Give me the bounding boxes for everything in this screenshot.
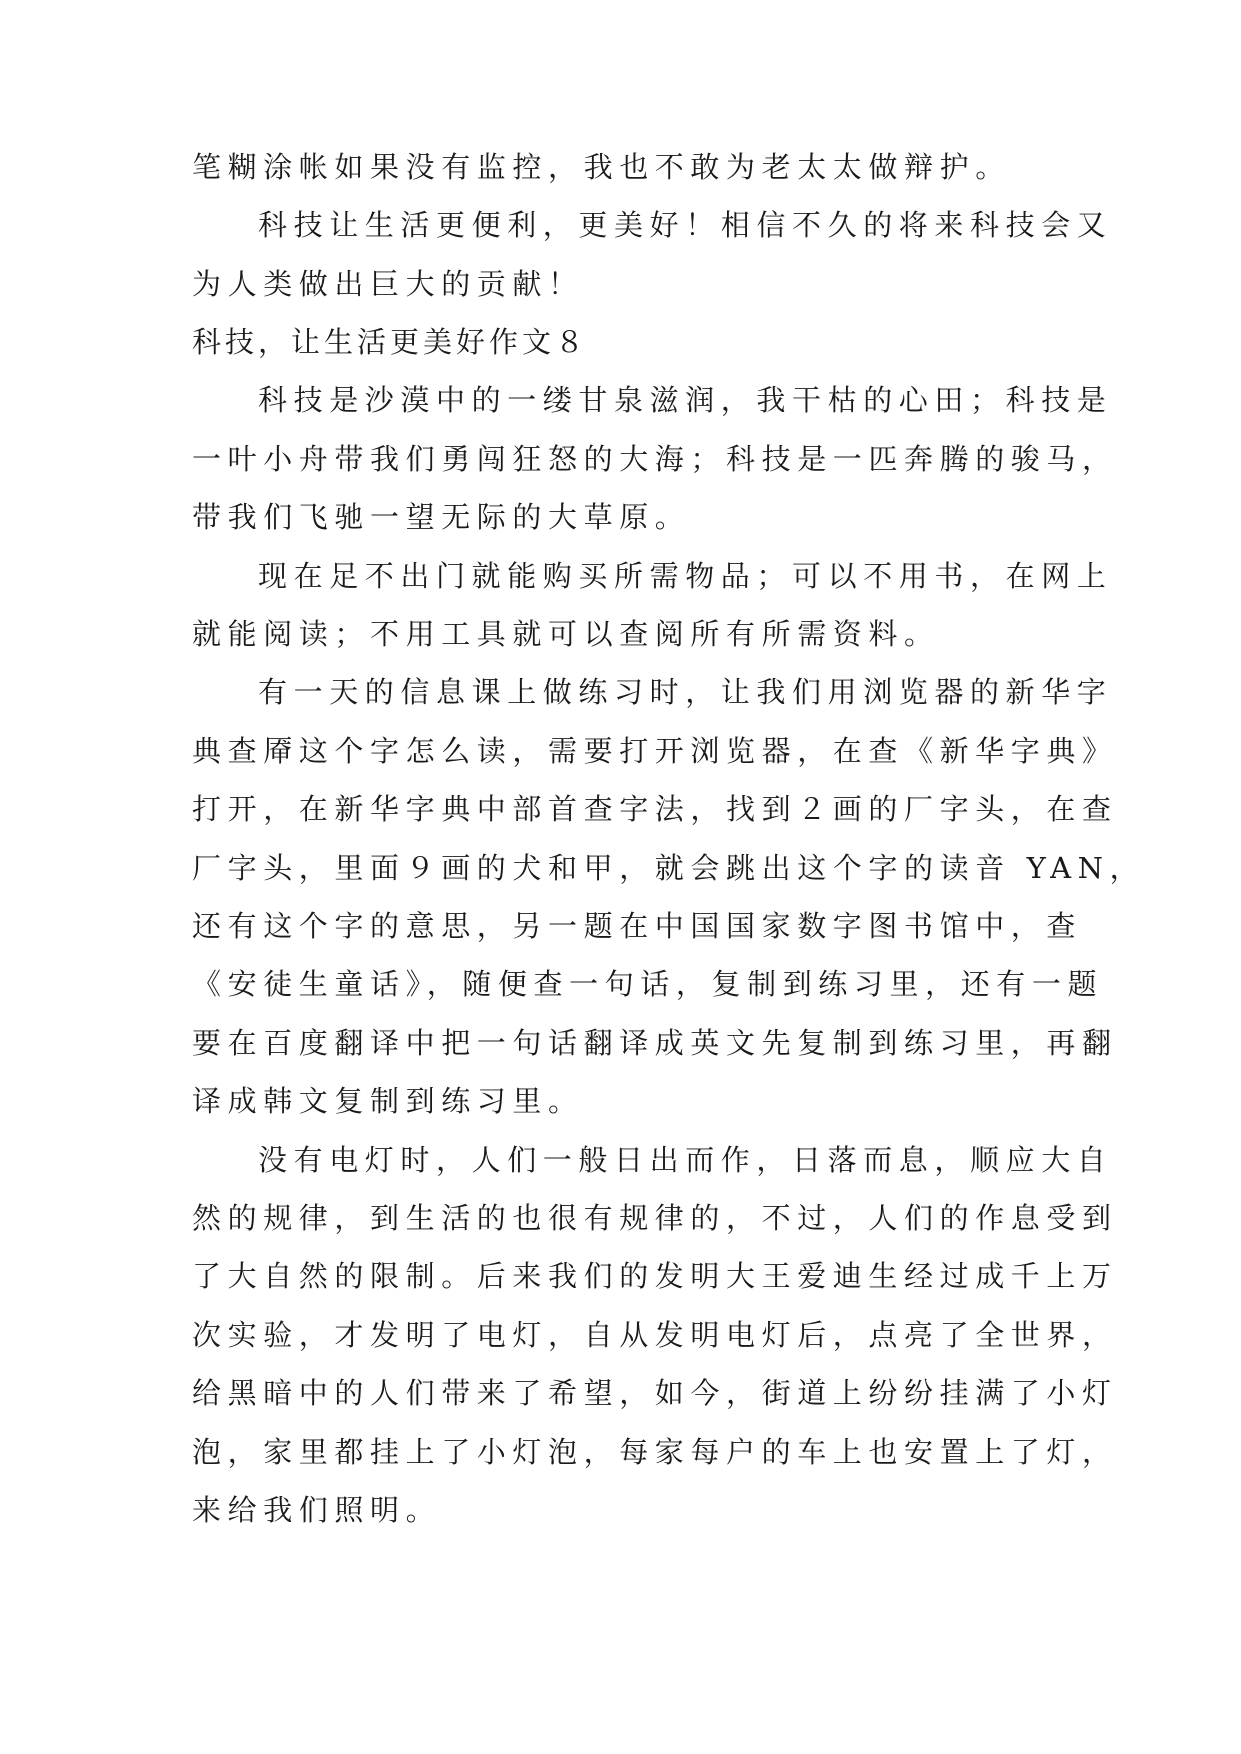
paragraph-first-line: 科技是沙漠中的一缕甘泉滋润，我干枯的心田；科技是 bbox=[258, 383, 1113, 417]
paragraph-first-line: 有一天的信息课上做练习时，让我们用浏览器的新华字 bbox=[258, 675, 1113, 709]
text-line: 要在百度翻译中把一句话翻译成英文先复制到练习里，再翻 bbox=[192, 1026, 1118, 1060]
paragraph-first-line: 科技让生活更便利，更美好！相信不久的将来科技会又 bbox=[258, 208, 1113, 242]
text-line: 为人类做出巨大的贡献！ bbox=[192, 267, 584, 301]
text-line: 《安徒生童话》，随便查一句话，复制到练习里，还有一题 bbox=[192, 967, 1104, 1001]
text-line: 来给我们照明。 bbox=[192, 1493, 442, 1527]
text-line: 就能阅读；不用工具就可以查阅所有所需资料。 bbox=[192, 617, 940, 651]
text-line: 打开，在新华字典中部首查字法，找到２画的厂字头，在查 bbox=[192, 792, 1118, 826]
text-line: 次实验，才发明了电灯，自从发明电灯后，点亮了全世界， bbox=[192, 1318, 1118, 1352]
paragraph-first-line: 没有电灯时，人们一般日出而作，日落而息，顺应大自 bbox=[258, 1143, 1113, 1177]
paragraph-first-line: 现在足不出门就能购买所需物品；可以不用书，在网上 bbox=[258, 559, 1113, 593]
text-line: 笔糊涂帐如果没有监控，我也不敢为老太太做辩护。 bbox=[192, 150, 1011, 184]
section-heading: 科技，让生活更美好作文８ bbox=[192, 325, 589, 359]
text-line: 厂字头，里面９画的犬和甲，就会跳出这个字的读音 YAN， bbox=[192, 851, 1146, 885]
text-line: 还有这个字的意思，另一题在中国国家数字图书馆中，查 bbox=[192, 909, 1083, 943]
text-line: 泡，家里都挂上了小灯泡，每家每户的车上也安置上了灯， bbox=[192, 1435, 1118, 1469]
text-line: 然的规律，到生活的也很有规律的，不过，人们的作息受到 bbox=[192, 1201, 1118, 1235]
text-line: 译成韩文复制到练习里。 bbox=[192, 1084, 584, 1118]
text-line: 典查厣这个字怎么读，需要打开浏览器，在查《新华字典》 bbox=[192, 734, 1118, 768]
text-line: 一叶小舟带我们勇闯狂怒的大海；科技是一匹奔腾的骏马， bbox=[192, 442, 1118, 476]
text-line: 带我们飞驰一望无际的大草原。 bbox=[192, 500, 691, 534]
text-line: 了大自然的限制。后来我们的发明大王爱迪生经过成千上万 bbox=[192, 1259, 1118, 1293]
text-line: 给黑暗中的人们带来了希望，如今，街道上纷纷挂满了小灯 bbox=[192, 1376, 1118, 1410]
